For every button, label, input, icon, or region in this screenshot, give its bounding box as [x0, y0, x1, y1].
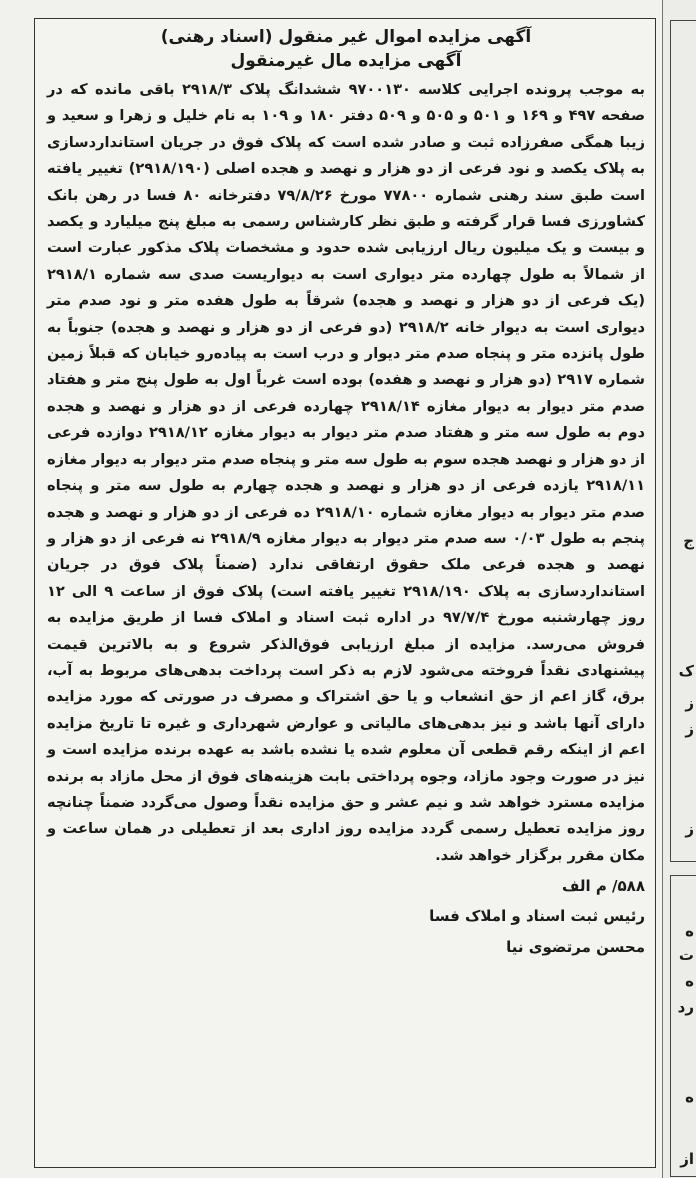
edge-fragment: ز [685, 720, 694, 738]
notice-body: به موجب پرونده اجرایی کلاسه ۹۷۰۰۱۳۰ ششدانگ پلاک ۲۹۱۸/۳ باقی مانده که در صفحه ۴۹۷ و ۱۶۹ و ۵۰۱ و ۵۰۵ و ۵۰۹ دفتر ۱۸۰ و ۱۰۹ به نام خلیل و زهرا و سعید و زیبا همگی صفرزاده ثبت و صادر شده است که پلاک فوق در جریان استانداردسازی به پلاک یکصد و نود فرعی از دو هزار و نهصد و هجده اصلی (۲۹۱۸/۱۹۰) تغییر یافته است طبق سند رهنی شماره ۷۷۸۰۰ مورخ ۷۹/۸/۲۶ دفترخانه ۸۰ فسا در رهن بانک کشاورزی فسا قرار گرفته و طبق نظر کارشناس رسمی به مبلغ پنج میلیارد و یکصد و بیست و یک میلیون ریال ارزیابی شده حدود و مشخصات پلاک مذکور عبارت است از شمالاً به طول چهارده متر دیواری است به دیواریست صدی سه شماره ۲۹۱۸/۱ (یک فرعی از دو هزار و نهصد و هجده) شرقاً به طول هفده متر و نود صدم متر دیواری است به دیوار خانه ۲۹۱۸/۲ (دو فرعی از دو هزار و نهصد و هجده) جنوباً به طول پانزده متر و پنجاه صدم متر دیوار و درب است به پیاده‌رو خیابان که قبلاً زمین شماره ۲۹۱۷ (دو هزار و نهصد و هفده) بوده است غرباً اول به طول پنج متر و هفتاد صدم متر دیوار به دیوار مغازه ۲۹۱۸/۱۴ چهارده فرعی از دو هزار و نهصد و هجده دوم به طول سه متر و هفتاد صدم متر دیوار به دیوار مغازه ۲۹۱۸/۱۲ دوازده فرعی از دو هزار و نهصد هجده سوم به طول سه متر و پنجاه صدم متر دیوار به دیوار مغازه ۲۹۱۸/۱۱ یازده فرعی از دو هزار و نهصد و هجده چهارم به طول سه متر و پنجاه صدم متر دیوار به دیوار مغازه شماره ۲۹۱۸/۱۰ ده فرعی از دو هزار و نهصد و هجده پنجم به طول ۰/۰۳ سه صدم متر دیوار به دیوار مغازه ۲۹۱۸/۹ نه فرعی از دو هزار و نهصد و هجده فرعی ملک حقوق ارتفاقی ندارد (ضمناً پلاک فوق در جریان استانداردسازی به پلاک ۲۹۱۸/۱۹۰ تغییر یافته است) پلاک فوق از ساعت ۹ الی ۱۲ روز چهارشنبه مورخ ۹۷/۷/۴ در اداره ثبت اسناد و املاک فسا از طریق مزایده به فروش می‌رسد. مزایده از مبلغ ارزیابی فوق‌الذکر شروع و به بالاترین قیمت پیشنهادی نقداً فروخته می‌شود لازم به ذکر است پرداخت بدهی‌های مربوط به آب، برق، گاز اعم از حق انشعاب و یا حق اشتراک و مصرف در صورتی که مورد مزایده دارای آنها باشد و نیز بدهی‌های مالیاتی و عوارض شهرداری و غیره تا تاریخ مزایده اعم از اینکه رقم قطعی آن معلوم شده یا نشده باشد به عهده برنده مزایده است و نیز در صورت وجود مازاد، وجوه پرداختی بابت هزینه‌های فوق از محل مازاد به برنده مزایده مسترد خواهد شد و نیم عشر و حق مزایده نقداً وصول می‌گردد ضمناً چنانچه روز مزایده تعطیل رسمی گردد مزایده روز اداری بعد از تعطیلی در همان ساعت و مکان مقرر برگزار خواهد شد. [47, 81, 646, 864]
signature-name: محسن مرتضوی نیا [506, 938, 645, 957]
notice-title: آگهی مزایده اموال غیر منقول (اسناد رهنی) [160, 27, 532, 47]
adjacent-column-edge [664, 0, 696, 1178]
edge-fragment: ک [678, 662, 694, 680]
signature-title: رئیس ثبت اسناد و املاک فسا [429, 907, 645, 926]
edge-fragment: ج [683, 532, 694, 550]
edge-fragment: ز [685, 694, 694, 712]
edge-fragment: ه [685, 1088, 694, 1106]
edge-fragment: از [680, 1150, 694, 1168]
edge-fragment: ه [685, 922, 694, 940]
edge-fragment: ز [685, 820, 694, 838]
notice-box [34, 18, 656, 1168]
notice-subtitle: آگهی مزایده مال غیرمنقول [230, 51, 462, 71]
edge-fragment: ت [678, 946, 694, 964]
edge-fragment: ه [685, 972, 694, 990]
notice-code: ۵۸۸/ م الف [561, 877, 645, 896]
adjacent-frame-bottom [670, 875, 696, 1177]
edge-fragment: رد [677, 998, 694, 1016]
